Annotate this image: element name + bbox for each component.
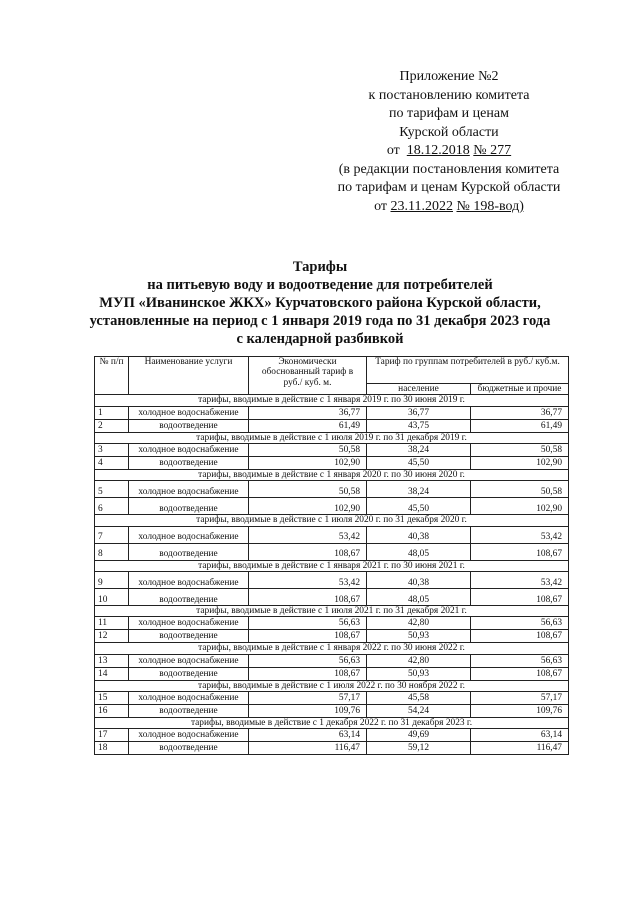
row-service: холодное водоснабжение [129, 729, 249, 742]
table-row [95, 498, 569, 515]
table-row [95, 692, 569, 705]
edition-date-prefix: от [374, 198, 388, 214]
tariff-table-header [95, 357, 569, 395]
row-number: 4 [95, 457, 129, 470]
row-economic-tariff: 36,77 [249, 406, 367, 419]
row-economic-tariff: 50,58 [249, 481, 367, 498]
row-budget-tariff: 53,42 [471, 572, 569, 589]
row-service: холодное водоснабжение [129, 692, 249, 705]
period-row [95, 560, 569, 571]
row-service: холодное водоснабжение [129, 481, 249, 498]
title-line-4: установленные на период с 1 января 2019 года по 31 декабря 2023 года [89, 313, 551, 329]
header-population: население [367, 384, 471, 395]
table-row [95, 705, 569, 718]
row-service: холодное водоснабжение [129, 526, 249, 543]
header-num: № п/п [95, 357, 129, 395]
row-population-tariff: 45,58 [367, 692, 471, 705]
title-line-1: Тарифы [292, 259, 348, 275]
row-service: холодное водоснабжение [129, 654, 249, 667]
row-service: холодное водоснабжение [129, 406, 249, 419]
table-row [95, 543, 569, 560]
row-number: 7 [95, 526, 129, 543]
period-row [95, 606, 569, 617]
table-row [95, 630, 569, 643]
table-row [95, 419, 569, 432]
row-service: холодное водоснабжение [129, 617, 249, 630]
row-budget-tariff: 36,77 [471, 406, 569, 419]
row-population-tariff: 49,69 [367, 729, 471, 742]
row-economic-tariff: 56,63 [249, 654, 367, 667]
annex-line-8 [318, 198, 580, 217]
row-service: водоотведение [129, 498, 249, 515]
table-row [95, 572, 569, 589]
title-line-2: на питьевую воду и водоотведение для потребителей [147, 277, 493, 293]
table-row [95, 457, 569, 470]
row-economic-tariff: 56,63 [249, 617, 367, 630]
row-population-tariff: 42,80 [367, 654, 471, 667]
table-row [95, 444, 569, 457]
row-service: водоотведение [129, 419, 249, 432]
row-economic-tariff: 57,17 [249, 692, 367, 705]
annex-line-4: Курской области [399, 124, 499, 140]
row-number: 9 [95, 572, 129, 589]
row-budget-tariff: 108,67 [471, 667, 569, 680]
title-line-3: МУП «Иванинское ЖКХ» Курчатовского района Курской области, [99, 295, 541, 311]
row-service: водоотведение [129, 742, 249, 755]
period-label: тарифы, вводимые в действие с 1 января 2022 г. по 30 июня 2022 г. [95, 643, 569, 654]
row-number: 12 [95, 630, 129, 643]
row-budget-tariff: 109,76 [471, 705, 569, 718]
table-row [95, 526, 569, 543]
header-service: Наименование услуги [129, 357, 249, 395]
row-service: холодное водоснабжение [129, 572, 249, 589]
row-budget-tariff: 63,14 [471, 729, 569, 742]
row-population-tariff: 42,80 [367, 617, 471, 630]
row-budget-tariff: 50,58 [471, 481, 569, 498]
tariff-table-body [95, 395, 569, 755]
row-economic-tariff: 50,58 [249, 444, 367, 457]
annex-line-3: по тарифам и ценам [389, 106, 509, 121]
row-number: 2 [95, 419, 129, 432]
annex-line-5 [318, 142, 580, 161]
tariff-table [94, 356, 569, 755]
row-economic-tariff: 61,49 [249, 419, 367, 432]
annex-line-1: Приложение №2 [399, 69, 499, 84]
row-population-tariff: 48,05 [367, 543, 471, 560]
row-number: 8 [95, 543, 129, 560]
annex-header [318, 68, 580, 216]
edition-number: № 198-вод) [456, 198, 524, 214]
annex-date-prefix: от [386, 143, 400, 158]
annex-line-7: по тарифам и ценам Курской области [337, 180, 561, 195]
row-economic-tariff: 108,67 [249, 667, 367, 680]
row-service: водоотведение [129, 589, 249, 606]
period-row [95, 470, 569, 481]
row-number: 14 [95, 667, 129, 680]
row-budget-tariff: 108,67 [471, 630, 569, 643]
header-economic: Экономически обоснованный тариф в руб./ куб. м. [249, 357, 367, 395]
row-number: 1 [95, 406, 129, 419]
annex-number: № 277 [473, 143, 512, 158]
row-economic-tariff: 116,47 [249, 742, 367, 755]
row-budget-tariff: 50,58 [471, 444, 569, 457]
row-population-tariff: 48,05 [367, 589, 471, 606]
period-row [95, 395, 569, 406]
row-budget-tariff: 102,90 [471, 498, 569, 515]
title-line-5: с календарной разбивкой [236, 331, 404, 347]
annex-date: 18.12.2018 [406, 143, 470, 158]
period-row [95, 718, 569, 729]
edition-date: 23.11.2022 [390, 198, 453, 214]
row-number: 17 [95, 729, 129, 742]
row-population-tariff: 50,93 [367, 630, 471, 643]
row-budget-tariff: 116,47 [471, 742, 569, 755]
period-label: тарифы, вводимые в действие с 1 января 2019 г. по 30 июня 2019 г. [95, 395, 569, 406]
row-budget-tariff: 108,67 [471, 543, 569, 560]
period-label: тарифы, вводимые в действие с 1 июля 2019 г. по 31 декабря 2019 г. [95, 432, 569, 443]
row-population-tariff: 40,38 [367, 526, 471, 543]
row-number: 3 [95, 444, 129, 457]
period-row [95, 643, 569, 654]
row-economic-tariff: 108,67 [249, 630, 367, 643]
row-number: 10 [95, 589, 129, 606]
table-row [95, 729, 569, 742]
table-row [95, 742, 569, 755]
table-row [95, 406, 569, 419]
period-row [95, 432, 569, 443]
period-label: тарифы, вводимые в действие с 1 июля 2020 г. по 31 декабря 2020 г. [95, 515, 569, 526]
row-budget-tariff: 57,17 [471, 692, 569, 705]
row-budget-tariff: 53,42 [471, 526, 569, 543]
header-group: Тариф по группам потребителей в руб./ куб.м. [367, 357, 569, 384]
table-row [95, 481, 569, 498]
row-economic-tariff: 63,14 [249, 729, 367, 742]
row-population-tariff: 43,75 [367, 419, 471, 432]
row-service: водоотведение [129, 457, 249, 470]
row-budget-tariff: 61,49 [471, 419, 569, 432]
row-number: 6 [95, 498, 129, 515]
header-budget: бюджетные и прочие [471, 384, 569, 395]
period-label: тарифы, вводимые в действие с 1 января 2021 г. по 30 июня 2021 г. [95, 560, 569, 571]
row-population-tariff: 50,93 [367, 667, 471, 680]
row-economic-tariff: 102,90 [249, 457, 367, 470]
row-service: холодное водоснабжение [129, 444, 249, 457]
row-service: водоотведение [129, 543, 249, 560]
row-budget-tariff: 108,67 [471, 589, 569, 606]
table-row [95, 589, 569, 606]
row-population-tariff: 45,50 [367, 457, 471, 470]
row-service: водоотведение [129, 630, 249, 643]
row-service: водоотведение [129, 667, 249, 680]
row-population-tariff: 59,12 [367, 742, 471, 755]
row-number: 15 [95, 692, 129, 705]
row-population-tariff: 40,38 [367, 572, 471, 589]
annex-line-2: к постановлению комитета [368, 87, 530, 103]
row-economic-tariff: 109,76 [249, 705, 367, 718]
row-service: водоотведение [129, 705, 249, 718]
period-row [95, 515, 569, 526]
period-row [95, 680, 569, 691]
row-number: 16 [95, 705, 129, 718]
period-label: тарифы, вводимые в действие с 1 июля 2022 г. по 30 ноября 2022 г. [95, 680, 569, 691]
row-number: 5 [95, 481, 129, 498]
table-row [95, 667, 569, 680]
period-label: тарифы, вводимые в действие с 1 июля 2021 г. по 31 декабря 2021 г. [95, 606, 569, 617]
row-budget-tariff: 102,90 [471, 457, 569, 470]
row-economic-tariff: 53,42 [249, 572, 367, 589]
table-row [95, 617, 569, 630]
row-budget-tariff: 56,63 [471, 654, 569, 667]
row-number: 18 [95, 742, 129, 755]
row-economic-tariff: 102,90 [249, 498, 367, 515]
row-budget-tariff: 56,63 [471, 617, 569, 630]
row-economic-tariff: 108,67 [249, 589, 367, 606]
period-label: тарифы, вводимые в действие с 1 января 2020 г. по 30 июня 2020 г. [95, 470, 569, 481]
period-label: тарифы, вводимые в действие с 1 декабря 2022 г. по 31 декабря 2023 г. [95, 718, 569, 729]
row-population-tariff: 38,24 [367, 481, 471, 498]
row-population-tariff: 36,77 [367, 406, 471, 419]
row-population-tariff: 54,24 [367, 705, 471, 718]
row-population-tariff: 45,50 [367, 498, 471, 515]
row-number: 11 [95, 617, 129, 630]
document-title [70, 258, 570, 348]
annex-line-6: (в редакции постановления комитета [338, 161, 560, 177]
row-population-tariff: 38,24 [367, 444, 471, 457]
table-row [95, 654, 569, 667]
row-economic-tariff: 53,42 [249, 526, 367, 543]
row-economic-tariff: 108,67 [249, 543, 367, 560]
row-number: 13 [95, 654, 129, 667]
